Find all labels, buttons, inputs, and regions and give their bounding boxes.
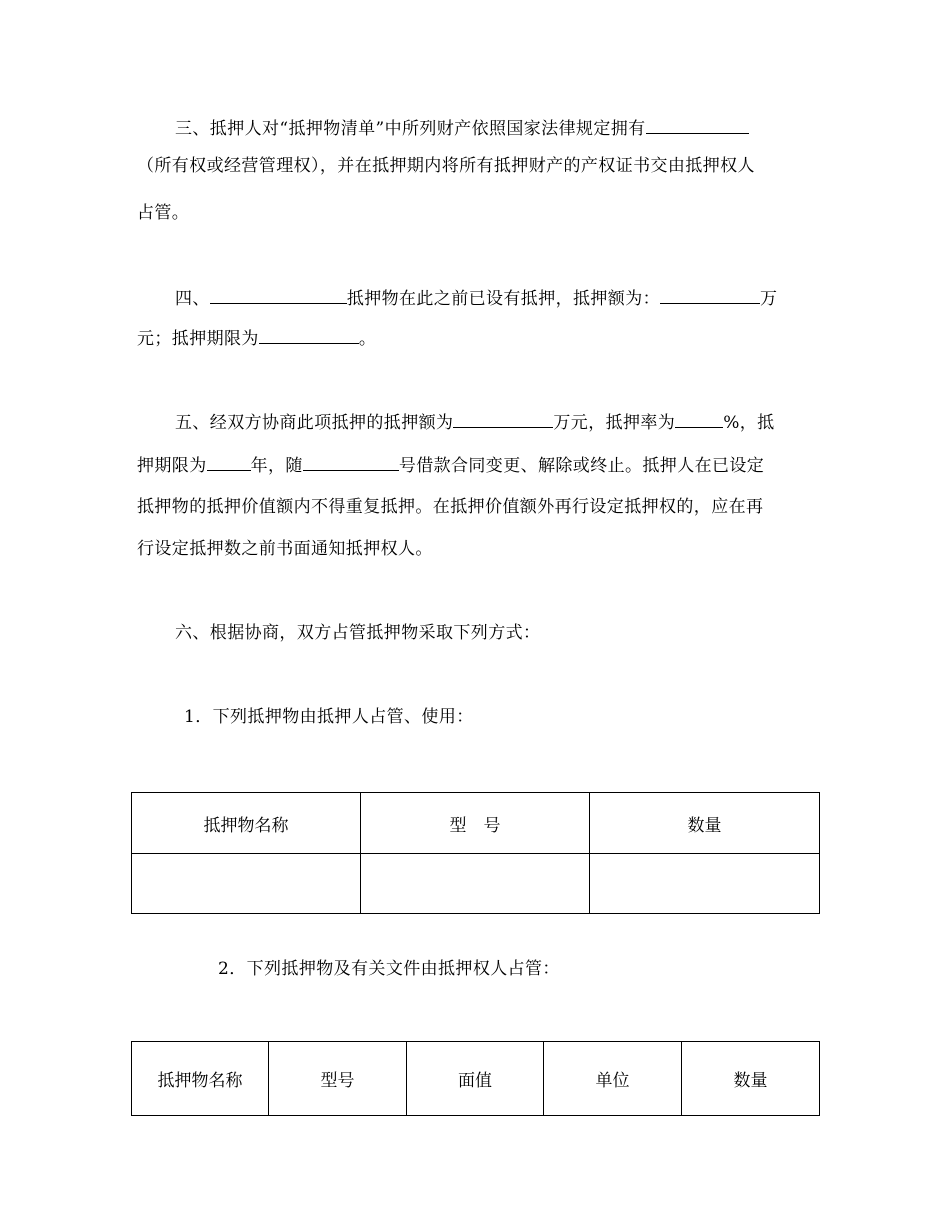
- item-2-heading: 2．下列抵押物及有关文件由抵押权人占管：: [218, 959, 560, 979]
- clause-5-text-b: 万元，抵押率为: [553, 413, 676, 433]
- column-header: 抵押物名称: [132, 1042, 269, 1116]
- mortgage-amount-blank[interactable]: [453, 409, 553, 428]
- item-1-heading: 1．下列抵押物由抵押人占管、使用：: [184, 707, 474, 727]
- table-row: [132, 854, 820, 914]
- ownership-blank[interactable]: [646, 115, 749, 134]
- clause-4-text-b: 万: [760, 289, 778, 309]
- table-header-row: [132, 793, 820, 854]
- table-cell[interactable]: [590, 854, 820, 914]
- prior-term-blank[interactable]: [259, 325, 359, 344]
- table-cell[interactable]: [132, 854, 361, 914]
- clause-5-line-1: [175, 409, 775, 435]
- prior-amount-blank[interactable]: [660, 285, 760, 304]
- clause-5-text-d: 押期限为: [137, 456, 207, 476]
- column-header: 抵押物名称: [132, 793, 361, 854]
- clause-6: 六、根据协商，双方占管抵押物采取下列方式：: [175, 623, 541, 643]
- clause-5-text-e: 年，随: [250, 456, 303, 476]
- loan-contract-number-blank[interactable]: [303, 452, 399, 471]
- clause-5-text-a: 五、经双方协商此项抵押的抵押额为: [175, 413, 454, 433]
- column-header: 型 号: [361, 793, 590, 854]
- clause-4-text-a: 抵押物在此之前已设有抵押，抵押额为：: [346, 289, 661, 309]
- term-years-blank[interactable]: [207, 452, 251, 471]
- clause-5-line-4: 行设定抵押数之前书面通知抵押权人。: [137, 539, 433, 559]
- clause-3-line-3: 占管。: [137, 203, 190, 223]
- clause-3-line-1: [175, 115, 749, 141]
- clause-4-line-2: [137, 325, 376, 351]
- clause-3-line-2: （所有权或经营管理权），并在抵押期内将所有抵押财产的产权证书交由抵押权人: [137, 156, 755, 176]
- clause-4-line-1: [175, 285, 777, 311]
- column-header: 型号: [269, 1042, 407, 1116]
- clause-5-line-2: [137, 452, 764, 478]
- table-mortgagee-held-collateral: [131, 1041, 820, 1116]
- clause-5-text-f: 号借款合同变更、解除或终止。抵押人在已设定: [398, 456, 765, 476]
- table-header-row: [132, 1042, 820, 1116]
- clause-4-text-c: 元；抵押期限为: [137, 329, 259, 349]
- table-cell[interactable]: [361, 854, 590, 914]
- mortgage-rate-blank[interactable]: [675, 409, 723, 428]
- clause-5-line-3: 抵押物的抵押价值额内不得重复抵押。在抵押价值额外再行设定抵押权的，应在再: [137, 497, 764, 517]
- column-header: 数量: [590, 793, 820, 854]
- prior-collateral-blank[interactable]: [210, 285, 347, 304]
- clause-4-number: 四、: [175, 289, 210, 309]
- clause-3-text: 三、抵押人对“抵押物清单”中所列财产依照国家法律规定拥有: [175, 119, 646, 139]
- column-header: 数量: [682, 1042, 820, 1116]
- column-header: 单位: [544, 1042, 682, 1116]
- table-user-held-collateral: [131, 792, 820, 914]
- column-header: 面值: [407, 1042, 544, 1116]
- clause-4-text-d: 。: [358, 329, 377, 349]
- clause-5-text-c: %，抵: [723, 413, 775, 433]
